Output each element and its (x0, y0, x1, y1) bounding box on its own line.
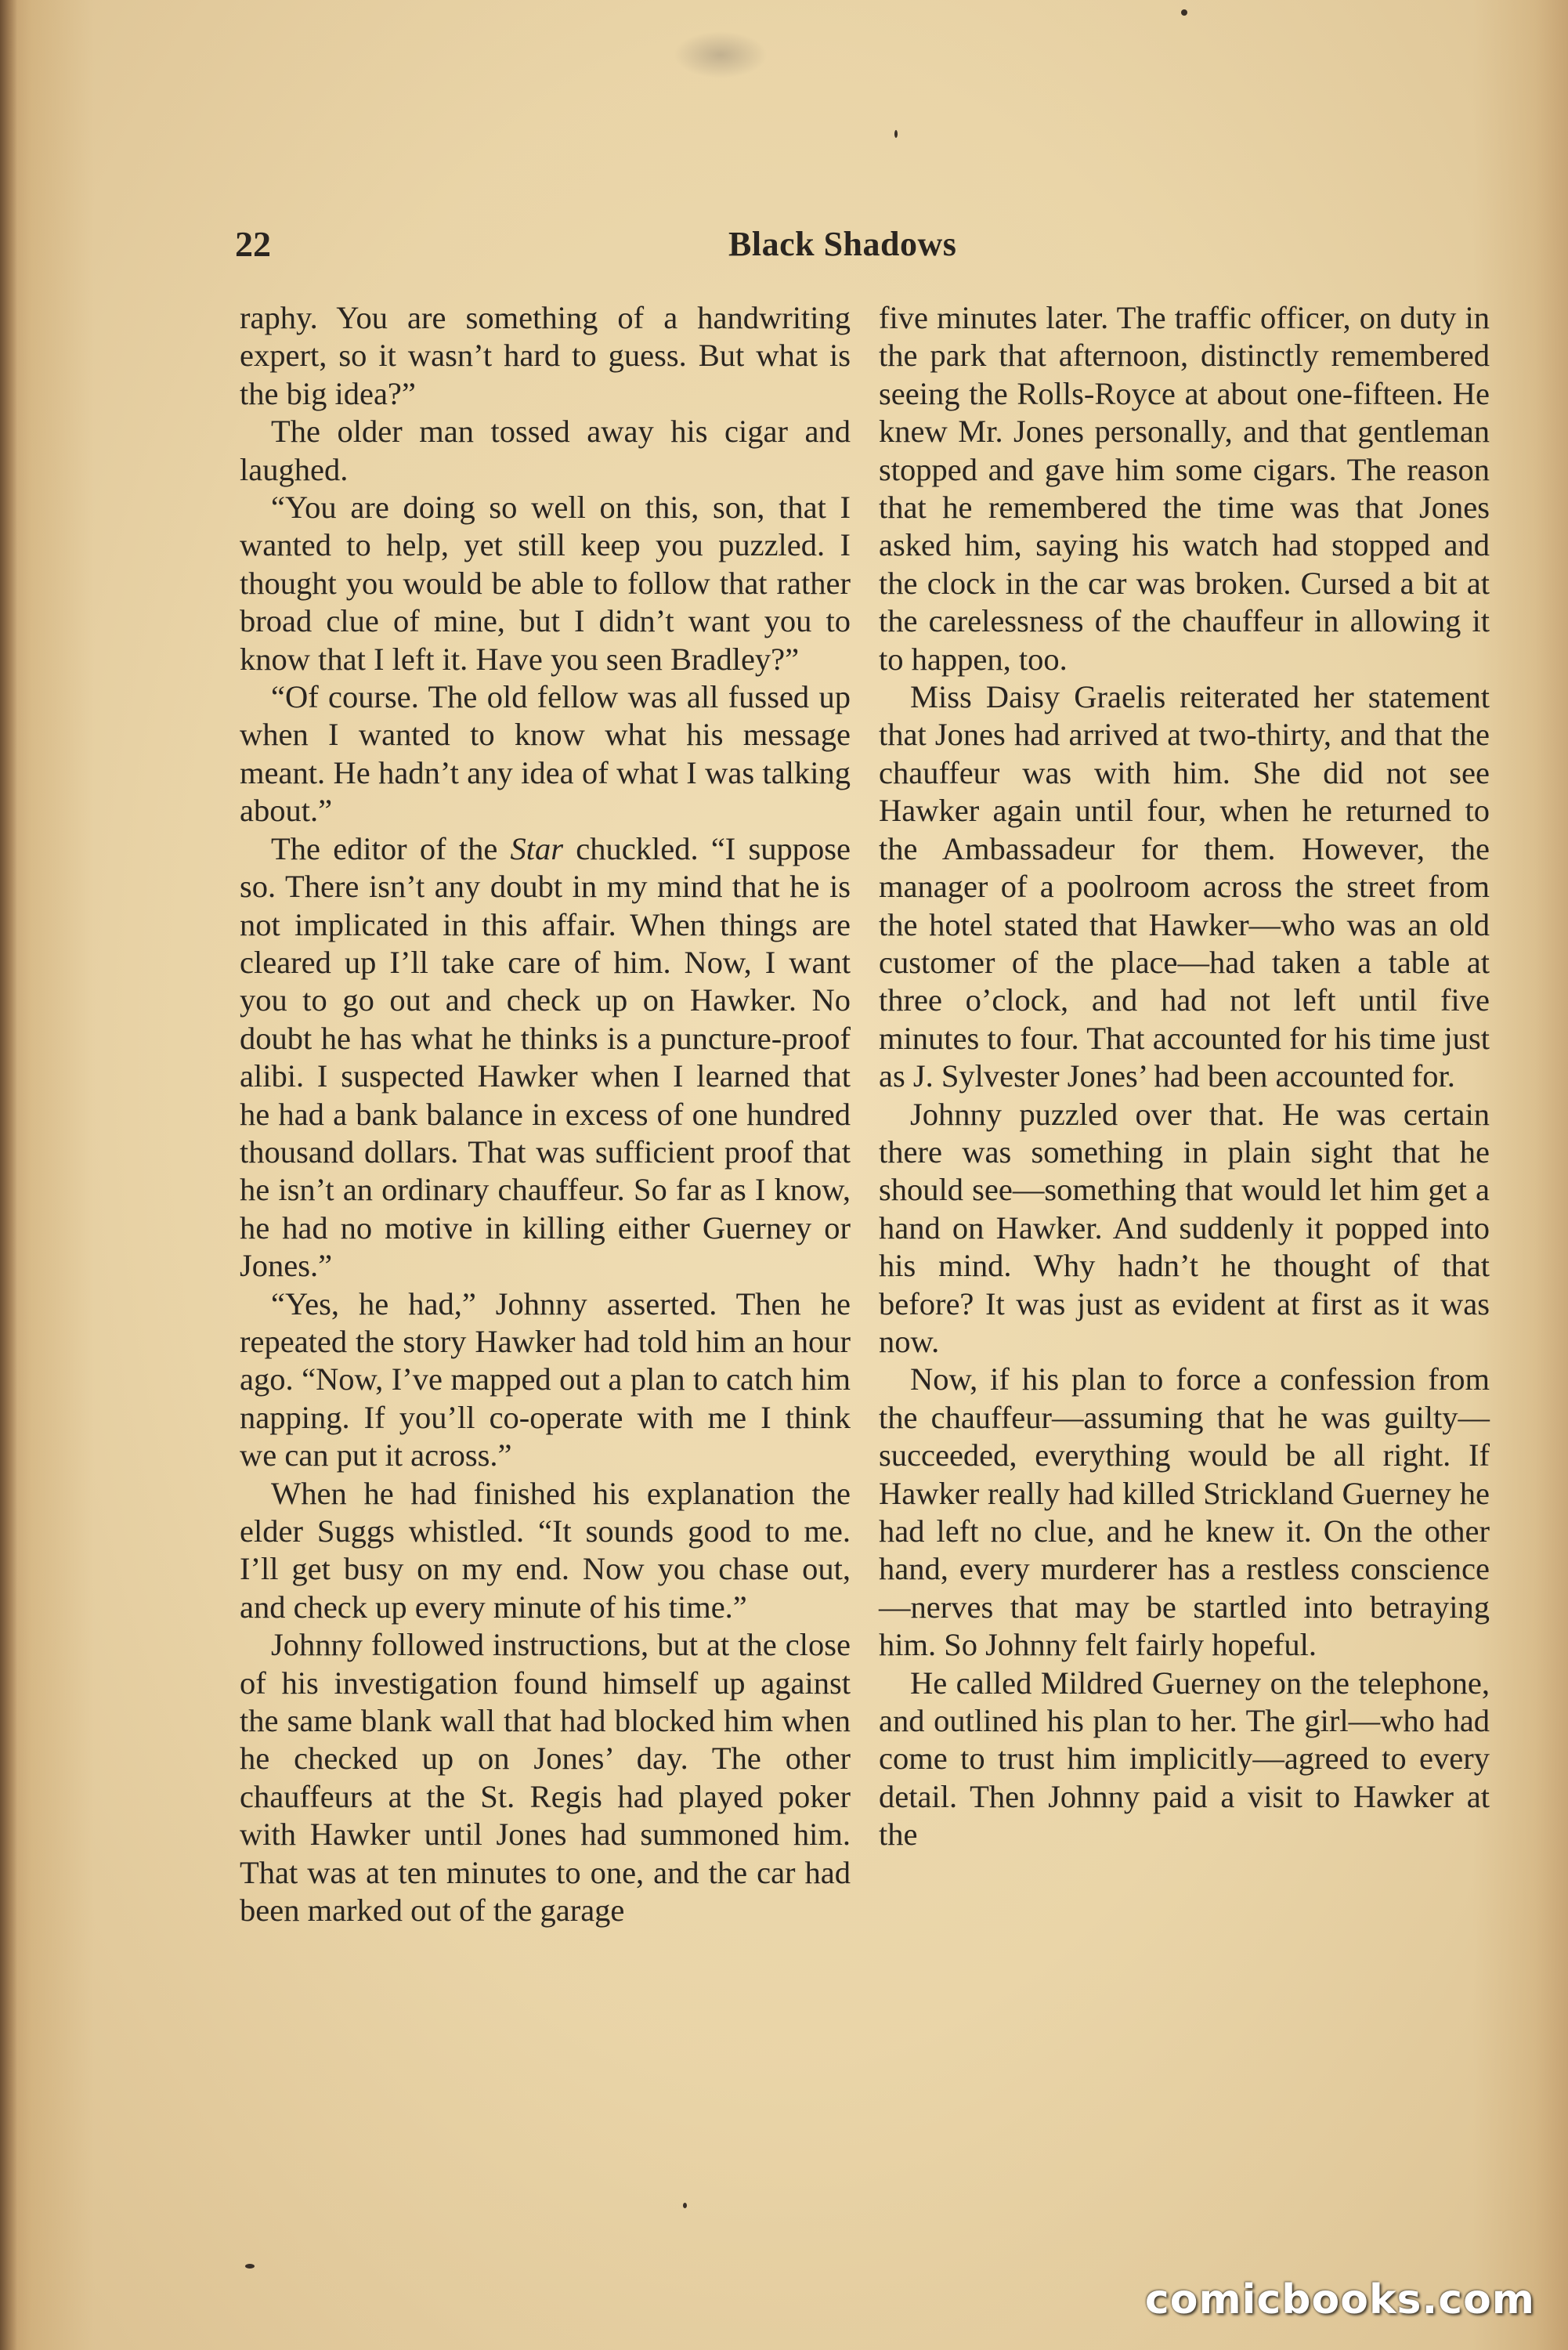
paragraph: “You are doing so well on this, son, that I wanted to help, yet still keep you puzzled. I thought you would be able to follow that rather broad clue of mine, but I didn’t want you to know that I left it. Have you seen Bradley?” (240, 490, 851, 677)
paragraph: five minutes later. The traffic officer, on duty in the park that afternoon, distinctly remembered seeing the Rolls-Royce at about one-fifteen. He knew Mr. Jones personally, and that gentleman stopped and gave him some cigars. The reason that he remembered the time was that Jones asked him, saying his watch had stopped and the clock in the car was broken. Cursed a bit at the carelessness of the chauffeur in allowing it to happen, too. (879, 300, 1490, 677)
paper-speck (683, 2203, 687, 2208)
paragraph: Miss Daisy Graelis reiterated her statement that Jones had arrived at two-thirty, and that the chauffeur was with him. She did not see Hawker again until four, when he returned to the Ambassadeur for them. However, the manager of a poolroom across the street from the hotel stated that Hawker—who was an old customer of the place—had taken a table at three o’clock, and had not left until five minutes to four. That accounted for his time just as J. Sylvester Jones’ had been accounted for. (879, 679, 1490, 1094)
paragraph: When he had finished his explanation the elder Suggs whistled. “It sounds good to me. I’ll get busy on my end. Now you chase out, and check up every minute of his time.” (240, 1475, 851, 1625)
paragraph: The older man tossed away his cigar and laughed. (240, 414, 851, 487)
paragraph: Now, if his plan to force a confession from the chauffeur—assuming that he was guilty—succeeded, everything would be all right. If Hawker really had killed Strickland Guerney he had left no clue, and he knew it. On the other hand, every murderer has a restless conscience—nerves that may be startled into betraying him. So Johnny felt fairly hopeful. (879, 1361, 1490, 1663)
newspaper-name: Star (510, 830, 564, 866)
paragraph: “Yes, he had,” Johnny asserted. Then he repeated the story Hawker had told him an hour ago. “Now, I’ve mapped out a plan to catch him napping. If you’ll co-operate with me I think we can put it across.” (240, 1285, 851, 1473)
page-number: 22 (235, 224, 271, 264)
paragraph: Johnny puzzled over that. He was certain there was something in plain sight that he should see—something that would let him get a hand on Hawker. And suddenly it popped into his mind. Why hadn’t he thought of that before? It was just as evident at first as it was now. (879, 1096, 1490, 1359)
running-title: Black Shadows (728, 225, 957, 263)
page-header (235, 221, 1480, 268)
paragraph: raphy. You are something of a handwriting expert, so it wasn’t hard to guess. But what is the big idea?” (240, 300, 851, 411)
paper-speck (1181, 9, 1187, 16)
spine-shadow (0, 0, 17, 2350)
paragraph: He called Mildred Guerney on the telephone, and outlined his plan to her. The girl—who had come to trust him implicitly—agreed to every detail. Then Johnny paid a visit to Hawker at the (879, 1665, 1490, 1853)
paper-speck (245, 2264, 255, 2269)
paragraph: The editor of the Star chuckled. “I suppose so. There isn’t any doubt in my mind that he is not implicated in this affair. When things are cleared up I’ll take care of him. Now, I want you to go out and check up on Hawker. No doubt he has what he thinks is a puncture-proof alibi. I suspected Hawker when I learned that he had a bank balance in excess of one hundred thousand dollars. That was sufficient proof that he isn’t an ordinary chauffeur. So far as I know, he had no motive in killing either Guerney or Jones.” (240, 830, 851, 1284)
paragraph: Johnny followed instructions, but at the close of his investigation found himself up against the same blank wall that had blocked him when he checked up on Jones’ day. The other chauffeurs at the St. Regis had played poker with Hawker until Jones had summoned him. That was at ten minutes to one, and the car had been marked out of the garage (240, 1627, 851, 1929)
right-text-column (879, 299, 1490, 1854)
left-text-column (240, 299, 851, 1929)
paragraph: “Of course. The old fellow was all fussed up when I wanted to know what his message meant. He hadn’t any idea of what I was talking about.” (240, 679, 851, 829)
ink-smudge (674, 31, 768, 78)
site-watermark: comicbooks.com (1144, 2276, 1535, 2323)
paper-speck (894, 130, 898, 138)
